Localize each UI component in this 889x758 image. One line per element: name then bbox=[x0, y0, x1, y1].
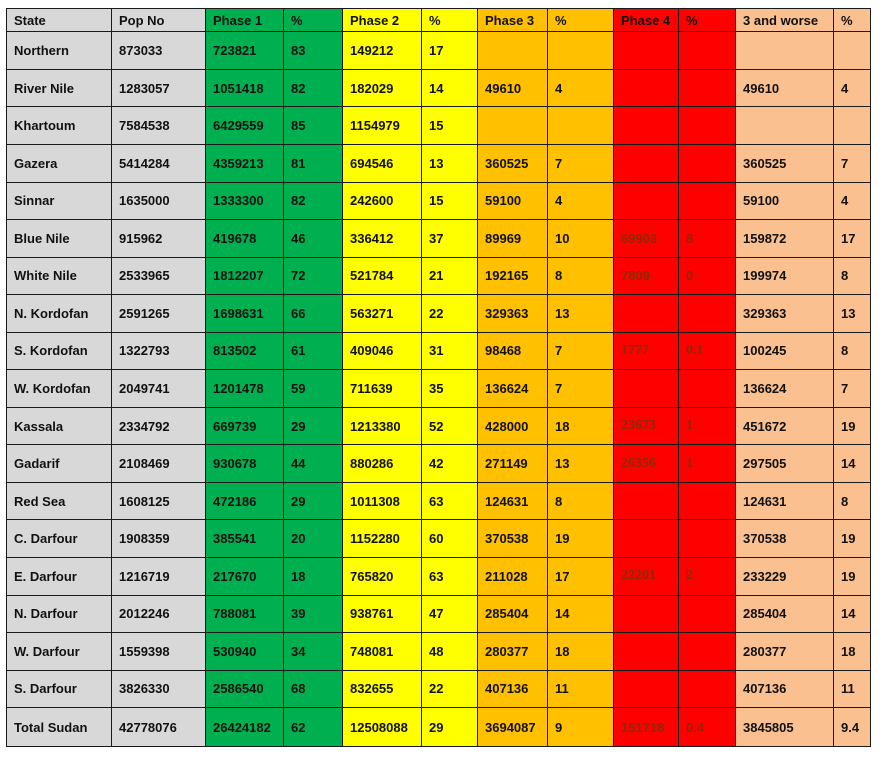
cell-pop-no: 2591265 bbox=[112, 295, 206, 333]
cell-phase2-pct: 42 bbox=[422, 445, 478, 483]
ipc-phase-table bbox=[6, 8, 871, 747]
cell-phase2-pct: 15 bbox=[422, 107, 478, 145]
header-state: State bbox=[7, 9, 112, 32]
cell-state: C. Darfour bbox=[7, 520, 112, 558]
cell-phase3-pct: 4 bbox=[548, 182, 614, 220]
cell-phase2: 563271 bbox=[343, 295, 422, 333]
cell-phase3-pct: 10 bbox=[548, 220, 614, 258]
cell-phase3-and-worse: 136624 bbox=[736, 370, 834, 408]
cell-phase4-pct bbox=[679, 520, 736, 558]
cell-phase1-pct: 29 bbox=[284, 407, 343, 445]
cell-phase3-and-worse: 297505 bbox=[736, 445, 834, 483]
cell-phase3: 59100 bbox=[478, 182, 548, 220]
table-row bbox=[7, 558, 871, 596]
cell-phase1-pct: 46 bbox=[284, 220, 343, 258]
cell-state: Kassala bbox=[7, 407, 112, 445]
header-phase3-and-worse-pct: % bbox=[834, 9, 871, 32]
cell-phase2-pct: 37 bbox=[422, 220, 478, 258]
cell-phase3-and-worse bbox=[736, 32, 834, 70]
cell-phase2-pct: 15 bbox=[422, 182, 478, 220]
cell-state: E. Darfour bbox=[7, 558, 112, 596]
cell-phase2: 694546 bbox=[343, 144, 422, 182]
cell-phase3-pct: 9 bbox=[548, 708, 614, 747]
cell-phase2: 1152280 bbox=[343, 520, 422, 558]
cell-phase4: 22201 bbox=[614, 558, 679, 596]
cell-pop-no: 1635000 bbox=[112, 182, 206, 220]
cell-pop-no: 1322793 bbox=[112, 332, 206, 370]
cell-phase2: 1154979 bbox=[343, 107, 422, 145]
cell-phase1-pct: 44 bbox=[284, 445, 343, 483]
cell-phase3-and-worse-pct: 7 bbox=[834, 144, 871, 182]
cell-pop-no: 5414284 bbox=[112, 144, 206, 182]
cell-phase4 bbox=[614, 295, 679, 333]
cell-phase3: 285404 bbox=[478, 595, 548, 633]
cell-phase4-pct: 0.4 bbox=[679, 708, 736, 747]
cell-phase4-pct bbox=[679, 69, 736, 107]
cell-phase3-pct: 17 bbox=[548, 558, 614, 596]
table-row bbox=[7, 595, 871, 633]
table-row bbox=[7, 144, 871, 182]
cell-phase4-pct bbox=[679, 370, 736, 408]
cell-phase4 bbox=[614, 144, 679, 182]
cell-phase3-and-worse-pct: 17 bbox=[834, 220, 871, 258]
cell-phase1-pct: 18 bbox=[284, 558, 343, 596]
cell-phase1: 26424182 bbox=[206, 708, 284, 747]
cell-phase3-pct: 14 bbox=[548, 595, 614, 633]
cell-phase1-pct: 20 bbox=[284, 520, 343, 558]
cell-pop-no: 915962 bbox=[112, 220, 206, 258]
cell-phase4 bbox=[614, 595, 679, 633]
cell-phase3-and-worse: 360525 bbox=[736, 144, 834, 182]
cell-phase1: 930678 bbox=[206, 445, 284, 483]
cell-phase1: 723821 bbox=[206, 32, 284, 70]
cell-state: N. Darfour bbox=[7, 595, 112, 633]
cell-phase4-pct bbox=[679, 670, 736, 708]
cell-phase1-pct: 81 bbox=[284, 144, 343, 182]
cell-state: Red Sea bbox=[7, 482, 112, 520]
cell-phase1-pct: 34 bbox=[284, 633, 343, 671]
header-phase1: Phase 1 bbox=[206, 9, 284, 32]
cell-phase3-and-worse: 59100 bbox=[736, 182, 834, 220]
cell-phase1-pct: 59 bbox=[284, 370, 343, 408]
cell-phase4-pct bbox=[679, 182, 736, 220]
table-row bbox=[7, 182, 871, 220]
cell-phase3-and-worse-pct: 19 bbox=[834, 520, 871, 558]
cell-phase2-pct: 29 bbox=[422, 708, 478, 747]
cell-phase1-pct: 39 bbox=[284, 595, 343, 633]
header-phase3: Phase 3 bbox=[478, 9, 548, 32]
cell-phase2-pct: 21 bbox=[422, 257, 478, 295]
cell-pop-no: 7584538 bbox=[112, 107, 206, 145]
cell-phase3-and-worse bbox=[736, 107, 834, 145]
cell-phase1: 6429559 bbox=[206, 107, 284, 145]
cell-phase2-pct: 35 bbox=[422, 370, 478, 408]
cell-pop-no: 2533965 bbox=[112, 257, 206, 295]
cell-phase4-pct bbox=[679, 595, 736, 633]
cell-phase1: 1051418 bbox=[206, 69, 284, 107]
cell-phase2: 748081 bbox=[343, 633, 422, 671]
cell-phase4 bbox=[614, 520, 679, 558]
cell-phase1-pct: 68 bbox=[284, 670, 343, 708]
header-phase2: Phase 2 bbox=[343, 9, 422, 32]
cell-phase3: 428000 bbox=[478, 407, 548, 445]
table-row bbox=[7, 520, 871, 558]
cell-phase3-pct: 8 bbox=[548, 257, 614, 295]
cell-phase2-pct: 13 bbox=[422, 144, 478, 182]
cell-phase4: 151718 bbox=[614, 708, 679, 747]
cell-phase4 bbox=[614, 69, 679, 107]
cell-phase3-and-worse-pct: 11 bbox=[834, 670, 871, 708]
cell-phase3-and-worse-pct: 14 bbox=[834, 595, 871, 633]
cell-phase4 bbox=[614, 370, 679, 408]
cell-phase4-pct: 0.1 bbox=[679, 332, 736, 370]
cell-phase2-pct: 17 bbox=[422, 32, 478, 70]
cell-phase3-and-worse: 329363 bbox=[736, 295, 834, 333]
cell-state: N. Kordofan bbox=[7, 295, 112, 333]
cell-phase2-pct: 31 bbox=[422, 332, 478, 370]
cell-phase4: 1777 bbox=[614, 332, 679, 370]
cell-phase1-pct: 61 bbox=[284, 332, 343, 370]
header-phase4: Phase 4 bbox=[614, 9, 679, 32]
cell-phase3-and-worse-pct: 9.4 bbox=[834, 708, 871, 747]
cell-phase3-pct: 11 bbox=[548, 670, 614, 708]
cell-phase4: 69903 bbox=[614, 220, 679, 258]
cell-pop-no: 2334792 bbox=[112, 407, 206, 445]
cell-phase4-pct bbox=[679, 633, 736, 671]
cell-phase3-and-worse: 159872 bbox=[736, 220, 834, 258]
cell-state: Gadarif bbox=[7, 445, 112, 483]
table-row bbox=[7, 32, 871, 70]
cell-phase4-pct: 0 bbox=[679, 257, 736, 295]
cell-phase4 bbox=[614, 182, 679, 220]
cell-phase1: 813502 bbox=[206, 332, 284, 370]
cell-phase3-and-worse-pct bbox=[834, 107, 871, 145]
cell-phase3-pct: 4 bbox=[548, 69, 614, 107]
cell-state: S. Kordofan bbox=[7, 332, 112, 370]
cell-phase3-and-worse: 100245 bbox=[736, 332, 834, 370]
cell-pop-no: 1283057 bbox=[112, 69, 206, 107]
header-phase1-pct: % bbox=[284, 9, 343, 32]
cell-phase1: 385541 bbox=[206, 520, 284, 558]
cell-phase4 bbox=[614, 107, 679, 145]
cell-phase3-and-worse: 49610 bbox=[736, 69, 834, 107]
cell-phase1-pct: 62 bbox=[284, 708, 343, 747]
cell-phase2-pct: 52 bbox=[422, 407, 478, 445]
cell-phase2: 182029 bbox=[343, 69, 422, 107]
cell-phase3-and-worse-pct: 18 bbox=[834, 633, 871, 671]
cell-phase1: 4359213 bbox=[206, 144, 284, 182]
cell-pop-no: 2012246 bbox=[112, 595, 206, 633]
cell-state: Total Sudan bbox=[7, 708, 112, 747]
cell-phase3-and-worse: 233229 bbox=[736, 558, 834, 596]
cell-phase3-and-worse: 124631 bbox=[736, 482, 834, 520]
cell-phase3-and-worse: 280377 bbox=[736, 633, 834, 671]
cell-phase1: 788081 bbox=[206, 595, 284, 633]
cell-phase4 bbox=[614, 633, 679, 671]
table-row bbox=[7, 257, 871, 295]
cell-phase2: 149212 bbox=[343, 32, 422, 70]
cell-phase2-pct: 63 bbox=[422, 558, 478, 596]
cell-phase2-pct: 63 bbox=[422, 482, 478, 520]
cell-phase3-and-worse-pct: 7 bbox=[834, 370, 871, 408]
cell-phase2-pct: 22 bbox=[422, 670, 478, 708]
cell-phase2: 938761 bbox=[343, 595, 422, 633]
cell-phase4-pct bbox=[679, 482, 736, 520]
cell-phase2: 880286 bbox=[343, 445, 422, 483]
header-pop-no: Pop No bbox=[112, 9, 206, 32]
cell-phase2: 409046 bbox=[343, 332, 422, 370]
cell-pop-no: 1559398 bbox=[112, 633, 206, 671]
cell-pop-no: 1216719 bbox=[112, 558, 206, 596]
cell-state: Sinnar bbox=[7, 182, 112, 220]
cell-phase2-pct: 14 bbox=[422, 69, 478, 107]
cell-phase3-pct: 7 bbox=[548, 332, 614, 370]
header-phase4-pct: % bbox=[679, 9, 736, 32]
cell-state: W. Darfour bbox=[7, 633, 112, 671]
cell-phase4-pct: 1 bbox=[679, 407, 736, 445]
cell-state: White Nile bbox=[7, 257, 112, 295]
cell-phase3-and-worse: 199974 bbox=[736, 257, 834, 295]
cell-state: River Nile bbox=[7, 69, 112, 107]
cell-phase3: 370538 bbox=[478, 520, 548, 558]
cell-phase2: 832655 bbox=[343, 670, 422, 708]
cell-state: W. Kordofan bbox=[7, 370, 112, 408]
table-row bbox=[7, 670, 871, 708]
cell-phase4-pct: 1 bbox=[679, 445, 736, 483]
cell-phase3-and-worse: 407136 bbox=[736, 670, 834, 708]
cell-phase2-pct: 60 bbox=[422, 520, 478, 558]
table-row bbox=[7, 69, 871, 107]
cell-phase3-and-worse: 3845805 bbox=[736, 708, 834, 747]
table-row bbox=[7, 332, 871, 370]
cell-phase3-pct: 18 bbox=[548, 633, 614, 671]
table-row bbox=[7, 633, 871, 671]
cell-phase4-pct bbox=[679, 144, 736, 182]
table-row bbox=[7, 482, 871, 520]
cell-phase4-pct bbox=[679, 295, 736, 333]
cell-phase3-and-worse-pct: 14 bbox=[834, 445, 871, 483]
table-row bbox=[7, 407, 871, 445]
cell-phase1: 1333300 bbox=[206, 182, 284, 220]
cell-phase1-pct: 29 bbox=[284, 482, 343, 520]
cell-state: Gazera bbox=[7, 144, 112, 182]
cell-phase1: 1698631 bbox=[206, 295, 284, 333]
cell-phase4-pct bbox=[679, 32, 736, 70]
cell-phase2-pct: 48 bbox=[422, 633, 478, 671]
cell-phase4 bbox=[614, 670, 679, 708]
cell-phase3-and-worse: 451672 bbox=[736, 407, 834, 445]
cell-phase2: 336412 bbox=[343, 220, 422, 258]
cell-phase3: 271149 bbox=[478, 445, 548, 483]
cell-phase2: 711639 bbox=[343, 370, 422, 408]
cell-phase3-and-worse-pct: 4 bbox=[834, 69, 871, 107]
cell-phase4: 26356 bbox=[614, 445, 679, 483]
table-row bbox=[7, 295, 871, 333]
cell-phase3: 124631 bbox=[478, 482, 548, 520]
table-row bbox=[7, 107, 871, 145]
cell-phase3-and-worse: 285404 bbox=[736, 595, 834, 633]
cell-phase2: 765820 bbox=[343, 558, 422, 596]
cell-phase3-and-worse-pct: 8 bbox=[834, 482, 871, 520]
cell-phase3: 98468 bbox=[478, 332, 548, 370]
cell-phase2: 521784 bbox=[343, 257, 422, 295]
cell-phase3: 360525 bbox=[478, 144, 548, 182]
cell-phase4 bbox=[614, 32, 679, 70]
cell-phase2-pct: 22 bbox=[422, 295, 478, 333]
cell-phase3-and-worse-pct: 19 bbox=[834, 558, 871, 596]
cell-phase3-pct bbox=[548, 32, 614, 70]
cell-phase3-pct: 8 bbox=[548, 482, 614, 520]
cell-pop-no: 873033 bbox=[112, 32, 206, 70]
cell-phase3: 136624 bbox=[478, 370, 548, 408]
cell-phase2: 242600 bbox=[343, 182, 422, 220]
cell-state: Khartoum bbox=[7, 107, 112, 145]
cell-state: Northern bbox=[7, 32, 112, 70]
header-phase3-and-worse: 3 and worse bbox=[736, 9, 834, 32]
cell-phase4: 7809 bbox=[614, 257, 679, 295]
cell-phase3: 329363 bbox=[478, 295, 548, 333]
header-phase2-pct: % bbox=[422, 9, 478, 32]
cell-phase3: 3694087 bbox=[478, 708, 548, 747]
cell-phase1-pct: 82 bbox=[284, 69, 343, 107]
cell-phase2-pct: 47 bbox=[422, 595, 478, 633]
cell-phase2: 1213380 bbox=[343, 407, 422, 445]
cell-phase3-and-worse-pct: 19 bbox=[834, 407, 871, 445]
cell-phase3 bbox=[478, 32, 548, 70]
cell-pop-no: 1608125 bbox=[112, 482, 206, 520]
cell-phase1: 217670 bbox=[206, 558, 284, 596]
cell-phase3: 49610 bbox=[478, 69, 548, 107]
cell-phase2: 1011308 bbox=[343, 482, 422, 520]
cell-phase4-pct: 8 bbox=[679, 220, 736, 258]
cell-phase3: 211028 bbox=[478, 558, 548, 596]
cell-phase3-pct: 7 bbox=[548, 370, 614, 408]
cell-pop-no: 3826330 bbox=[112, 670, 206, 708]
cell-phase1: 1201478 bbox=[206, 370, 284, 408]
cell-phase3-and-worse-pct bbox=[834, 32, 871, 70]
table-row bbox=[7, 445, 871, 483]
cell-pop-no: 2108469 bbox=[112, 445, 206, 483]
cell-phase4-pct bbox=[679, 107, 736, 145]
cell-phase3-and-worse-pct: 4 bbox=[834, 182, 871, 220]
cell-phase3: 192165 bbox=[478, 257, 548, 295]
cell-state: Blue Nile bbox=[7, 220, 112, 258]
cell-pop-no: 1908359 bbox=[112, 520, 206, 558]
cell-phase1: 472186 bbox=[206, 482, 284, 520]
cell-phase1-pct: 83 bbox=[284, 32, 343, 70]
cell-phase1-pct: 85 bbox=[284, 107, 343, 145]
cell-phase4: 23673 bbox=[614, 407, 679, 445]
cell-phase1: 530940 bbox=[206, 633, 284, 671]
cell-phase3-pct: 7 bbox=[548, 144, 614, 182]
cell-phase3-pct: 13 bbox=[548, 295, 614, 333]
cell-phase3: 280377 bbox=[478, 633, 548, 671]
cell-phase1-pct: 82 bbox=[284, 182, 343, 220]
cell-phase3-and-worse-pct: 13 bbox=[834, 295, 871, 333]
cell-phase1-pct: 66 bbox=[284, 295, 343, 333]
cell-phase3-pct: 13 bbox=[548, 445, 614, 483]
cell-phase4 bbox=[614, 482, 679, 520]
cell-phase3: 407136 bbox=[478, 670, 548, 708]
cell-state: S. Darfour bbox=[7, 670, 112, 708]
cell-phase2: 12508088 bbox=[343, 708, 422, 747]
cell-phase3-and-worse-pct: 8 bbox=[834, 332, 871, 370]
table-row bbox=[7, 220, 871, 258]
cell-phase1: 669739 bbox=[206, 407, 284, 445]
cell-phase1: 2586540 bbox=[206, 670, 284, 708]
cell-phase3: 89969 bbox=[478, 220, 548, 258]
cell-phase1-pct: 72 bbox=[284, 257, 343, 295]
cell-phase1: 1812207 bbox=[206, 257, 284, 295]
table-row bbox=[7, 370, 871, 408]
header-row bbox=[7, 9, 871, 32]
cell-phase3-and-worse-pct: 8 bbox=[834, 257, 871, 295]
cell-phase3-pct: 18 bbox=[548, 407, 614, 445]
cell-phase3 bbox=[478, 107, 548, 145]
total-row bbox=[7, 708, 871, 747]
cell-phase3-pct bbox=[548, 107, 614, 145]
cell-phase3-pct: 19 bbox=[548, 520, 614, 558]
cell-phase4-pct: 2 bbox=[679, 558, 736, 596]
cell-pop-no: 2049741 bbox=[112, 370, 206, 408]
cell-phase1: 419678 bbox=[206, 220, 284, 258]
cell-phase3-and-worse: 370538 bbox=[736, 520, 834, 558]
header-phase3-pct: % bbox=[548, 9, 614, 32]
cell-pop-no: 42778076 bbox=[112, 708, 206, 747]
